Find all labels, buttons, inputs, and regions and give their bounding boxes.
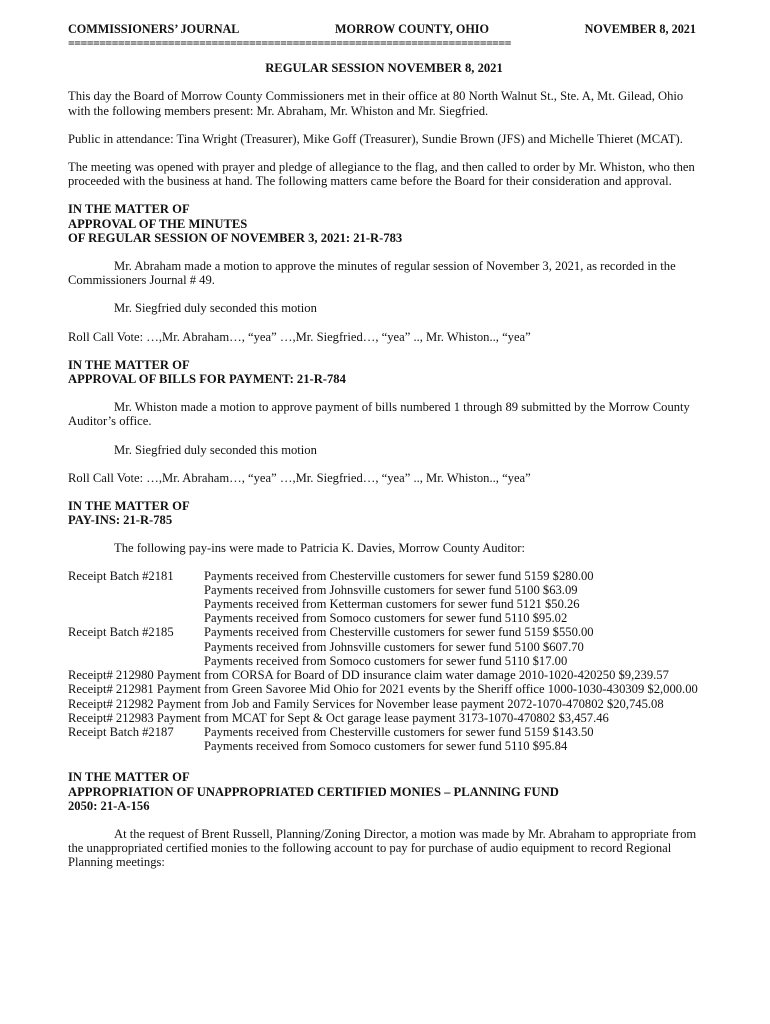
receipt-row — [68, 611, 700, 625]
receipt-text: Payments received from Somoco customers for sewer fund 5110 $95.84 — [204, 739, 568, 754]
matter-payins-heading — [68, 499, 700, 527]
receipt-batch-label: Receipt Batch #2181 — [68, 568, 174, 583]
heading-line: IN THE MATTER OF — [68, 499, 190, 514]
appropriation-motion: At the request of Brent Russell, Planning/Zoning Director, a motion was made by Mr. Abraham to appropriate from the unappropriated certified monies to the following account to pay for purchase of audio equipment to record Regional Planning meetings: — [68, 826, 697, 870]
intro-members: This day the Board of Morrow County Commissioners met in their office at 80 North Walnut St., Ste. A, Mt. Gilead, Ohio with the following members present: Mr. Abraham, Mr. Whiston and Mr. Siegfried. — [68, 89, 684, 118]
receipt-batch-label — [68, 597, 204, 611]
receipt-text: Payments received from Chesterville customers for sewer fund 5159 $280.00 — [204, 568, 594, 583]
heading-line: PAY-INS: 21-R-785 — [68, 513, 173, 528]
receipt-text: Payments received from Ketterman customers for sewer fund 5121 $50.26 — [204, 597, 580, 612]
receipt-batch-label — [68, 640, 204, 654]
receipt-row — [68, 739, 700, 753]
receipt-entry: Receipt# 212982 Payment from Job and Family Services for November lease payment 2072-1070-470802 $20,745.08 — [68, 696, 664, 711]
receipt-text: Payments received from Chesterville customers for sewer fund 5159 $550.00 — [204, 625, 594, 640]
bills-second: Mr. Siegfried duly seconded this motion — [114, 442, 317, 457]
receipt-entry: Receipt# 212981 Payment from Green Savoree Mid Ohio for 2021 events by the Sheriff office 1000-1030-430309 $2,000.00 — [68, 682, 698, 697]
receipt-text: Payments received from Somoco customers for sewer fund 5110 $17.00 — [204, 653, 568, 668]
receipt-row — [68, 654, 700, 668]
intro-opening: The meeting was opened with prayer and pledge of allegiance to the flag, and then called to order by Mr. Whiston, who then proceeded with the business at hand. The following matters came before the Board for their consideration and approval. — [68, 160, 695, 189]
receipt-row — [68, 569, 700, 583]
payins-list — [68, 569, 700, 754]
receipt-batch-label — [68, 739, 204, 753]
receipt-entry: Receipt# 212980 Payment from CORSA for Board of DD insurance claim water damage 2010-1020-420250 $9,239.57 — [68, 668, 669, 683]
header-date: NOVEMBER 8, 2021 — [584, 22, 696, 36]
receipt-batch-label: Receipt Batch #2185 — [68, 625, 174, 640]
heading-line: OF REGULAR SESSION OF NOVEMBER 3, 2021: 21-R-783 — [68, 230, 403, 245]
heading-line: IN THE MATTER OF — [68, 357, 190, 372]
page-header — [68, 22, 700, 36]
heading-line: IN THE MATTER OF — [68, 770, 190, 785]
receipt-batch-label — [68, 654, 204, 668]
bills-motion: Mr. Whiston made a motion to approve payment of bills numbered 1 through 89 submitted by the Morrow County Auditor’s office. — [68, 400, 690, 429]
receipt-text: Payments received from Johnsville customers for sewer fund 5100 $607.70 — [204, 639, 584, 654]
session-title: REGULAR SESSION NOVEMBER 8, 2021 — [265, 61, 503, 76]
receipt-batch-label — [68, 611, 204, 625]
journal-page — [68, 22, 700, 870]
receipt-entry: Receipt# 212983 Payment from MCAT for Sept & Oct garage lease payment 3173-1070-470802 $3,457.46 — [68, 710, 609, 725]
minutes-roll-call: Roll Call Vote: …,Mr. Abraham…, “yea” …,Mr. Siegfried…, “yea” .., Mr. Whiston.., “yea” — [68, 329, 531, 344]
minutes-second: Mr. Siegfried duly seconded this motion — [114, 301, 317, 316]
receipt-batch-label — [68, 583, 204, 597]
receipt-row — [68, 640, 700, 654]
header-rule: ======================================================================= — [68, 37, 511, 51]
receipt-batch-label: Receipt Batch #2187 — [68, 724, 174, 739]
receipt-row — [68, 725, 700, 739]
intro-attendance: Public in attendance: Tina Wright (Treasurer), Mike Goff (Treasurer), Sundie Brown (JFS) and Michelle Thieret (MCAT). — [68, 131, 683, 146]
receipt-row — [68, 625, 700, 639]
receipt-row — [68, 583, 700, 597]
bills-roll-call: Roll Call Vote: …,Mr. Abraham…, “yea” …,Mr. Siegfried…, “yea” .., Mr. Whiston.., “yea” — [68, 470, 531, 485]
matter-minutes-heading — [68, 202, 700, 245]
header-county: MORROW COUNTY, OHIO — [334, 22, 490, 36]
receipt-text: Payments received from Johnsville customers for sewer fund 5100 $63.09 — [204, 582, 578, 597]
receipt-row — [68, 597, 700, 611]
payins-intro: The following pay-ins were made to Patricia K. Davies, Morrow County Auditor: — [114, 541, 525, 556]
matter-bills-heading — [68, 358, 700, 386]
receipt-text: Payments received from Chesterville customers for sewer fund 5159 $143.50 — [204, 724, 594, 739]
heading-line: APPROVAL OF THE MINUTES — [68, 216, 248, 231]
heading-line: 2050: 21-A-156 — [68, 798, 150, 813]
heading-line: IN THE MATTER OF — [68, 202, 190, 217]
heading-line: APPROVAL OF BILLS FOR PAYMENT: 21-R-784 — [68, 372, 346, 387]
matter-appropriation-heading — [68, 770, 700, 813]
minutes-motion: Mr. Abraham made a motion to approve the minutes of regular session of November 3, 2021, as recorded in the Commissioners Journal # 49. — [68, 259, 676, 288]
header-journal-name: COMMISSIONERS’ JOURNAL — [68, 22, 240, 36]
heading-line: APPROPRIATION OF UNAPPROPRIATED CERTIFIED MONIES – PLANNING FUND — [68, 784, 559, 799]
receipt-text: Payments received from Somoco customers for sewer fund 5110 $95.02 — [204, 611, 568, 626]
